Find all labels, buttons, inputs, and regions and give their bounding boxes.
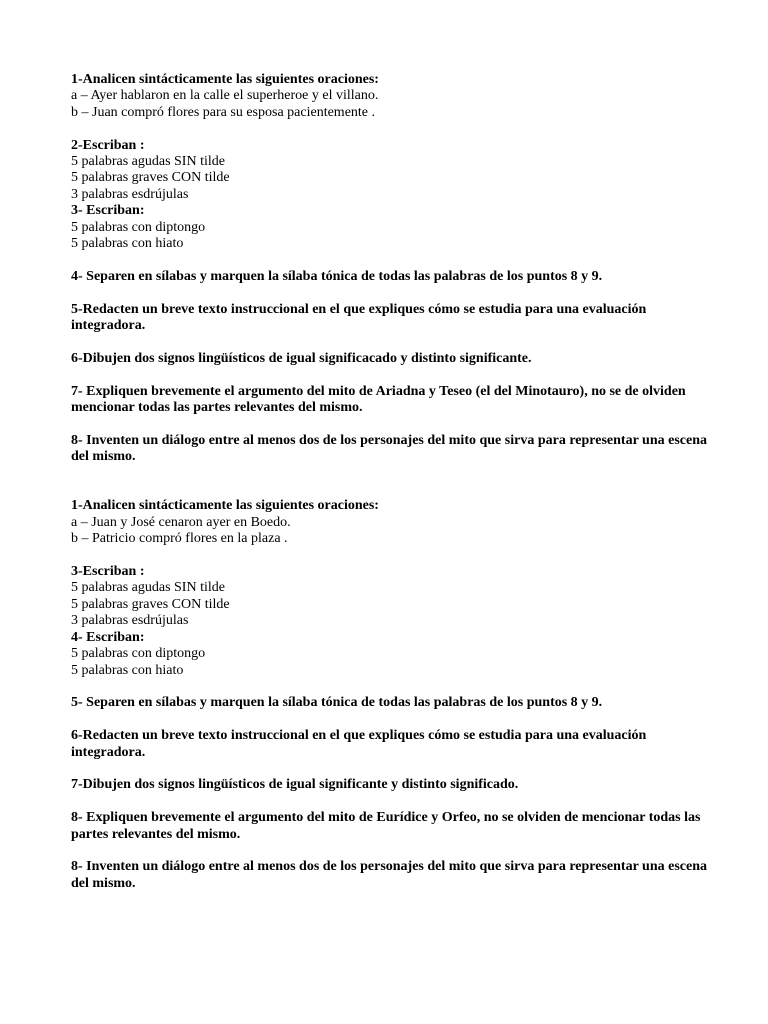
- question-4-item: 5 palabras con diptongo: [71, 646, 206, 662]
- question-3-item: 5 palabras graves CON tilde: [71, 596, 230, 612]
- question-5: 5- Separen en sílabas y marquen la sílaba tónica de todas las palabras de los puntos 8 y 9.: [71, 695, 603, 711]
- question-4-item: 5 palabras con hiato: [71, 662, 184, 678]
- question-1-sentence-a: a – Juan y José cenaron ayer en Boedo.: [71, 514, 291, 530]
- document-page: [71, 72, 711, 892]
- question-1-sentence-b: b – Juan compró flores para su esposa pacientemente .: [71, 104, 376, 120]
- question-1-title: 1-Analicen sintácticamente las siguientes oraciones:: [71, 498, 379, 514]
- sheet-2: [71, 498, 711, 892]
- question-3-title: 3-Escriban :: [71, 564, 145, 580]
- question-3-item: 5 palabras con diptongo: [71, 219, 206, 235]
- question-6: 6-Dibujen dos signos lingüísticos de igual significacado y distinto significante.: [71, 350, 532, 366]
- question-1-sentence-b: b – Patricio compró flores en la plaza .: [71, 531, 288, 547]
- sheet-1: [71, 72, 711, 466]
- question-4-title: 4- Escriban:: [71, 629, 145, 645]
- question-6: 6-Redacten un breve texto instruccional en el que expliques cómo se estudia para una evaluación integradora.: [71, 728, 647, 760]
- question-4: 4- Separen en sílabas y marquen la sílaba tónica de todas las palabras de los puntos 8 y 9.: [71, 268, 603, 284]
- question-2-item: 5 palabras graves CON tilde: [71, 170, 230, 186]
- question-3-item: 3 palabras esdrújulas: [71, 613, 189, 629]
- question-1-title: 1-Analicen sintácticamente las siguientes oraciones:: [71, 72, 379, 87]
- question-2-item: 3 palabras esdrújulas: [71, 186, 189, 202]
- question-7: 7-Dibujen dos signos lingüísticos de igual significante y distinto significado.: [71, 777, 519, 793]
- question-3-title: 3- Escriban:: [71, 203, 145, 219]
- question-5: 5-Redacten un breve texto instruccional en el que expliques cómo se estudia para una evaluación integradora.: [71, 301, 647, 334]
- question-7: 7- Expliquen brevemente el argumento del mito de Ariadna y Teseo (el del Minotauro), no se de olviden mencionar todas las partes relevantes del mismo.: [71, 383, 686, 416]
- question-8-myth: 8- Expliquen brevemente el argumento del mito de Eurídice y Orfeo, no se olviden de mencionar todas las partes relevantes del mismo.: [71, 810, 701, 842]
- question-2-item: 5 palabras agudas SIN tilde: [71, 154, 225, 170]
- question-1-sentence-a: a – Ayer hablaron en la calle el superheroe y el villano.: [71, 88, 379, 104]
- question-8: 8- Inventen un diálogo entre al menos dos de los personajes del mito que sirva para representar una escena del mismo.: [71, 432, 707, 465]
- question-3-item: 5 palabras agudas SIN tilde: [71, 580, 225, 596]
- question-2-title: 2-Escriban :: [71, 137, 145, 153]
- question-8-dialogue: 8- Inventen un diálogo entre al menos dos de los personajes del mito que sirva para representar una escena del mismo.: [71, 859, 707, 891]
- question-3-item: 5 palabras con hiato: [71, 236, 184, 252]
